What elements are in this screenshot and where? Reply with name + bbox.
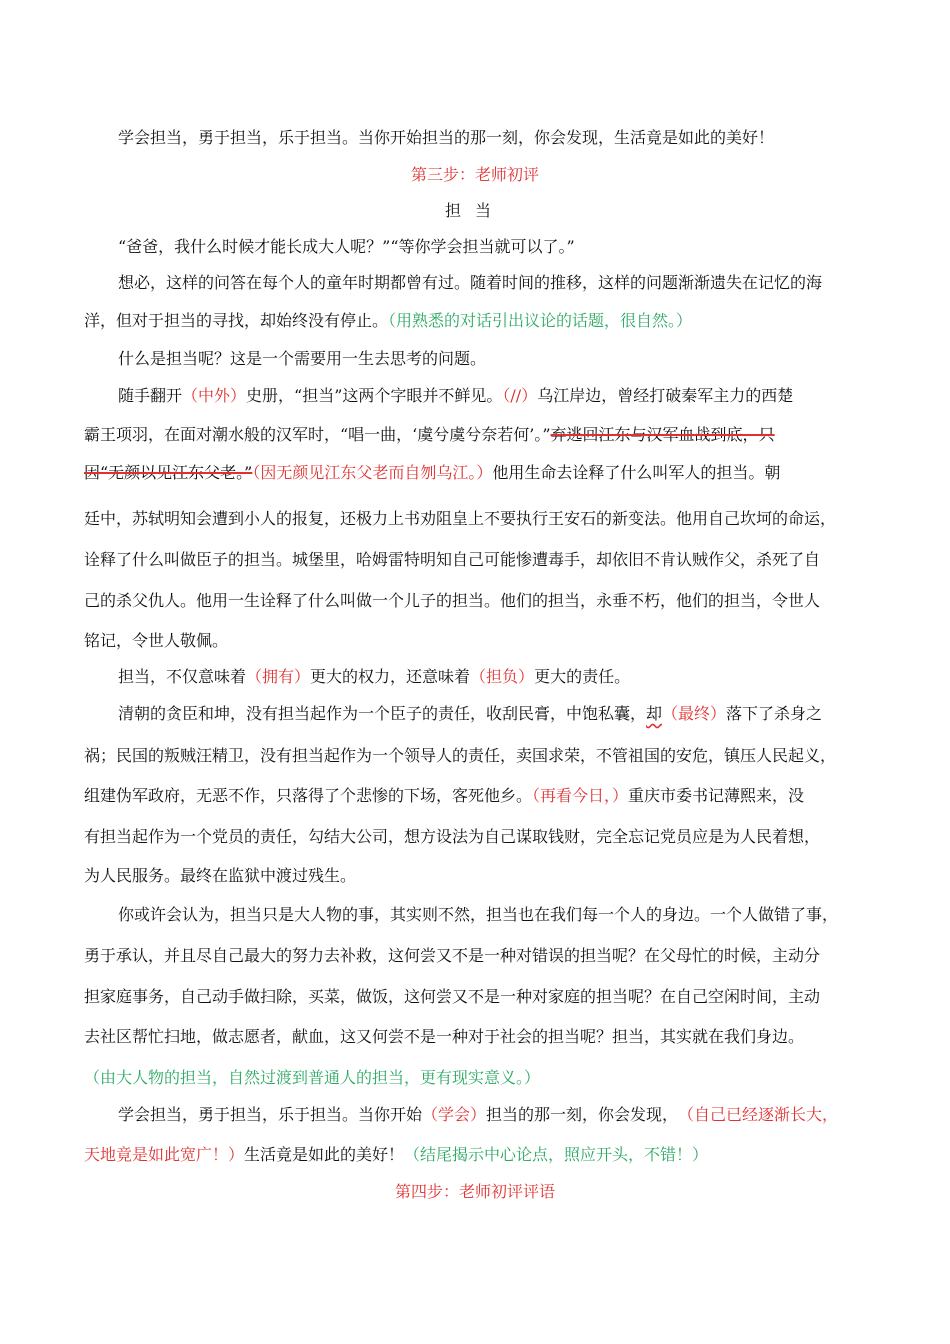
text-segment: 担当的那一刻，你会发现， (486, 1105, 679, 1124)
teacher-comment: （用熟悉的对话引出议论的话题，很自然。） (388, 311, 693, 330)
paragraph-6-line-1 (118, 702, 874, 726)
paragraph-6-line-4: 有担当起作为一个党员的责任，勾结大公司，想方设法为自己谋取钱财，完全忘记党员应是为人民着想， (84, 827, 821, 846)
paragraph-7-line-3: 担家庭事务，自己动手做扫除，买菜，做饭，这何尝又不是一种对家庭的担当呢？在自己空闲时间，主动 (84, 987, 821, 1006)
paragraph-4-line-3 (84, 461, 874, 485)
teacher-edit: （担负） (470, 667, 535, 686)
paragraph-1: “爸爸，我什么时候才能长成大人呢？”“等你学会担当就可以了。” (118, 237, 575, 256)
paragraph-5 (118, 665, 874, 689)
paragraph-4-line-5: 诠释了什么叫做臣子的担当。城堡里，哈姆雷特明知自己可能惨遭毒手，却依旧不肯认贼作父，杀死了自 (84, 550, 821, 569)
paragraph-2-line-1: 想必，这样的问答在每个人的童年时期都曾有过。随着时间的推移，这样的问题渐渐遗失在记忆的海 (118, 273, 823, 292)
text-segment: 更大的权力，还意味着 (310, 667, 471, 686)
teacher-edit: 天地竟是如此宽广！） (84, 1145, 245, 1164)
struck-text: 因“无颜以见江东父老。” (84, 463, 253, 482)
paragraph-7-line-2: 勇于承认，并且尽自己最大的努力去补救，这何尝又不是一种对错误的担当呢？在父母忙的时候，主动分 (84, 946, 821, 965)
text-segment: 乌江岸边，曾经打破秦军主力的西楚 (537, 386, 794, 405)
text-segment: 随手翻开 (118, 386, 183, 405)
paragraph-7-line-1: 你或许会认为，担当只是大人物的事，其实则不然，担当也在我们每一个人的身边。一个人做错了事， (118, 905, 839, 924)
teacher-comment: （由大人物的担当，自然过渡到普通人的担当，更有现实意义。） (84, 1068, 541, 1087)
teacher-edit: （自己已经逐渐长大， (686, 1105, 839, 1124)
text-segment: 史册，“担当”这两个字眼并不鲜见。 (246, 386, 503, 405)
text-segment: 洋，但对于担当的寻找，却始终没有停止。 (84, 311, 389, 330)
top-paragraph: 学会担当，勇于担当，乐于担当。当你开始担当的那一刻，你会发现，生活竟是如此的美好！ (118, 128, 775, 147)
teacher-edit: （再看今日，） (532, 786, 629, 805)
text-segment: 重庆市委书记薄熙来，没 (628, 786, 805, 805)
text-segment: 担当，不仅意味着 (118, 667, 247, 686)
paragraph-8-line-1 (118, 1103, 874, 1127)
text-segment: 更大的责任。 (534, 667, 631, 686)
text-segment: 他用生命去诠释了什么叫军人的担当。朝 (492, 463, 781, 482)
paragraph-4-line-6: 己的杀父仇人。他用一生诠释了什么叫做一个儿子的担当。他们的担当，永垂不朽，他们的担当，令世人 (84, 591, 821, 610)
paragraph-6-line-2: 祸；民国的叛贼汪精卫，没有担当起作为一个领导人的责任，卖国求荣，不管祖国的安危，镇压人民起义， (84, 746, 837, 765)
text-segment: 组建伪军政府，无恶不作，只落得了个悲惨的下场，客死他乡。 (84, 786, 533, 805)
paragraph-7-line-4: 去社区帮忙扫地，做志愿者，献血，这又何尝不是一种对于社会的担当呢？担当，其实就在我们身边。 (84, 1027, 805, 1046)
paragraph-8-line-2 (84, 1143, 874, 1167)
text-segment: 霸王项羽，在面对潮水般的汉军时，“唱一曲，‘虞兮虞兮奈若何’。” (84, 425, 551, 444)
step3-heading: 第三步：老师初评 (410, 165, 539, 184)
teacher-edit: （中外） (182, 386, 247, 405)
struck-text: 弃逃回江东与汉军血战到底，只 (550, 425, 775, 444)
text-segment: 生活竟是如此的美好！ (244, 1145, 405, 1164)
teacher-edit: （因无颜见江东父老而自刎乌江。） (252, 463, 493, 482)
marked-word: 却 (646, 704, 663, 723)
paragraph-6-line-3 (84, 784, 874, 808)
teacher-edit: （学会） (422, 1105, 487, 1124)
paragraph-2-line-2 (84, 309, 874, 333)
step4-heading: 第四步：老师初评评语 (394, 1182, 555, 1201)
paragraph-4-line-2 (84, 423, 874, 447)
teacher-edit: （拥有） (246, 667, 311, 686)
text-segment: 学会担当，勇于担当，乐于担当。当你开始 (118, 1105, 423, 1124)
text-segment: 落下了杀身之 (726, 704, 823, 723)
paragraph-4-line-1 (118, 384, 874, 408)
paragraph-3: 什么是担当呢？这是一个需要用一生去思考的问题。 (118, 349, 487, 368)
teacher-comment: （结尾揭示中心论点，照应开头，不错！） (404, 1145, 709, 1164)
essay-title: 担当 (444, 201, 505, 220)
teacher-edit: （//） (502, 386, 538, 405)
teacher-edit: （最终） (662, 704, 727, 723)
paragraph-4-line-7: 铭记，令世人敬佩。 (84, 631, 229, 650)
paragraph-4-line-4: 廷中，苏轼明知会遭到小人的报复，还极力上书劝阻皇上不要执行王安石的新变法。他用自己坎坷的命运， (84, 509, 837, 528)
paragraph-6-line-5: 为人民服务。最终在监狱中渡过残生。 (84, 866, 357, 885)
text-segment: 清朝的贪臣和坤，没有担当起作为一个臣子的责任，收刮民膏，中饱私囊， (118, 704, 647, 723)
